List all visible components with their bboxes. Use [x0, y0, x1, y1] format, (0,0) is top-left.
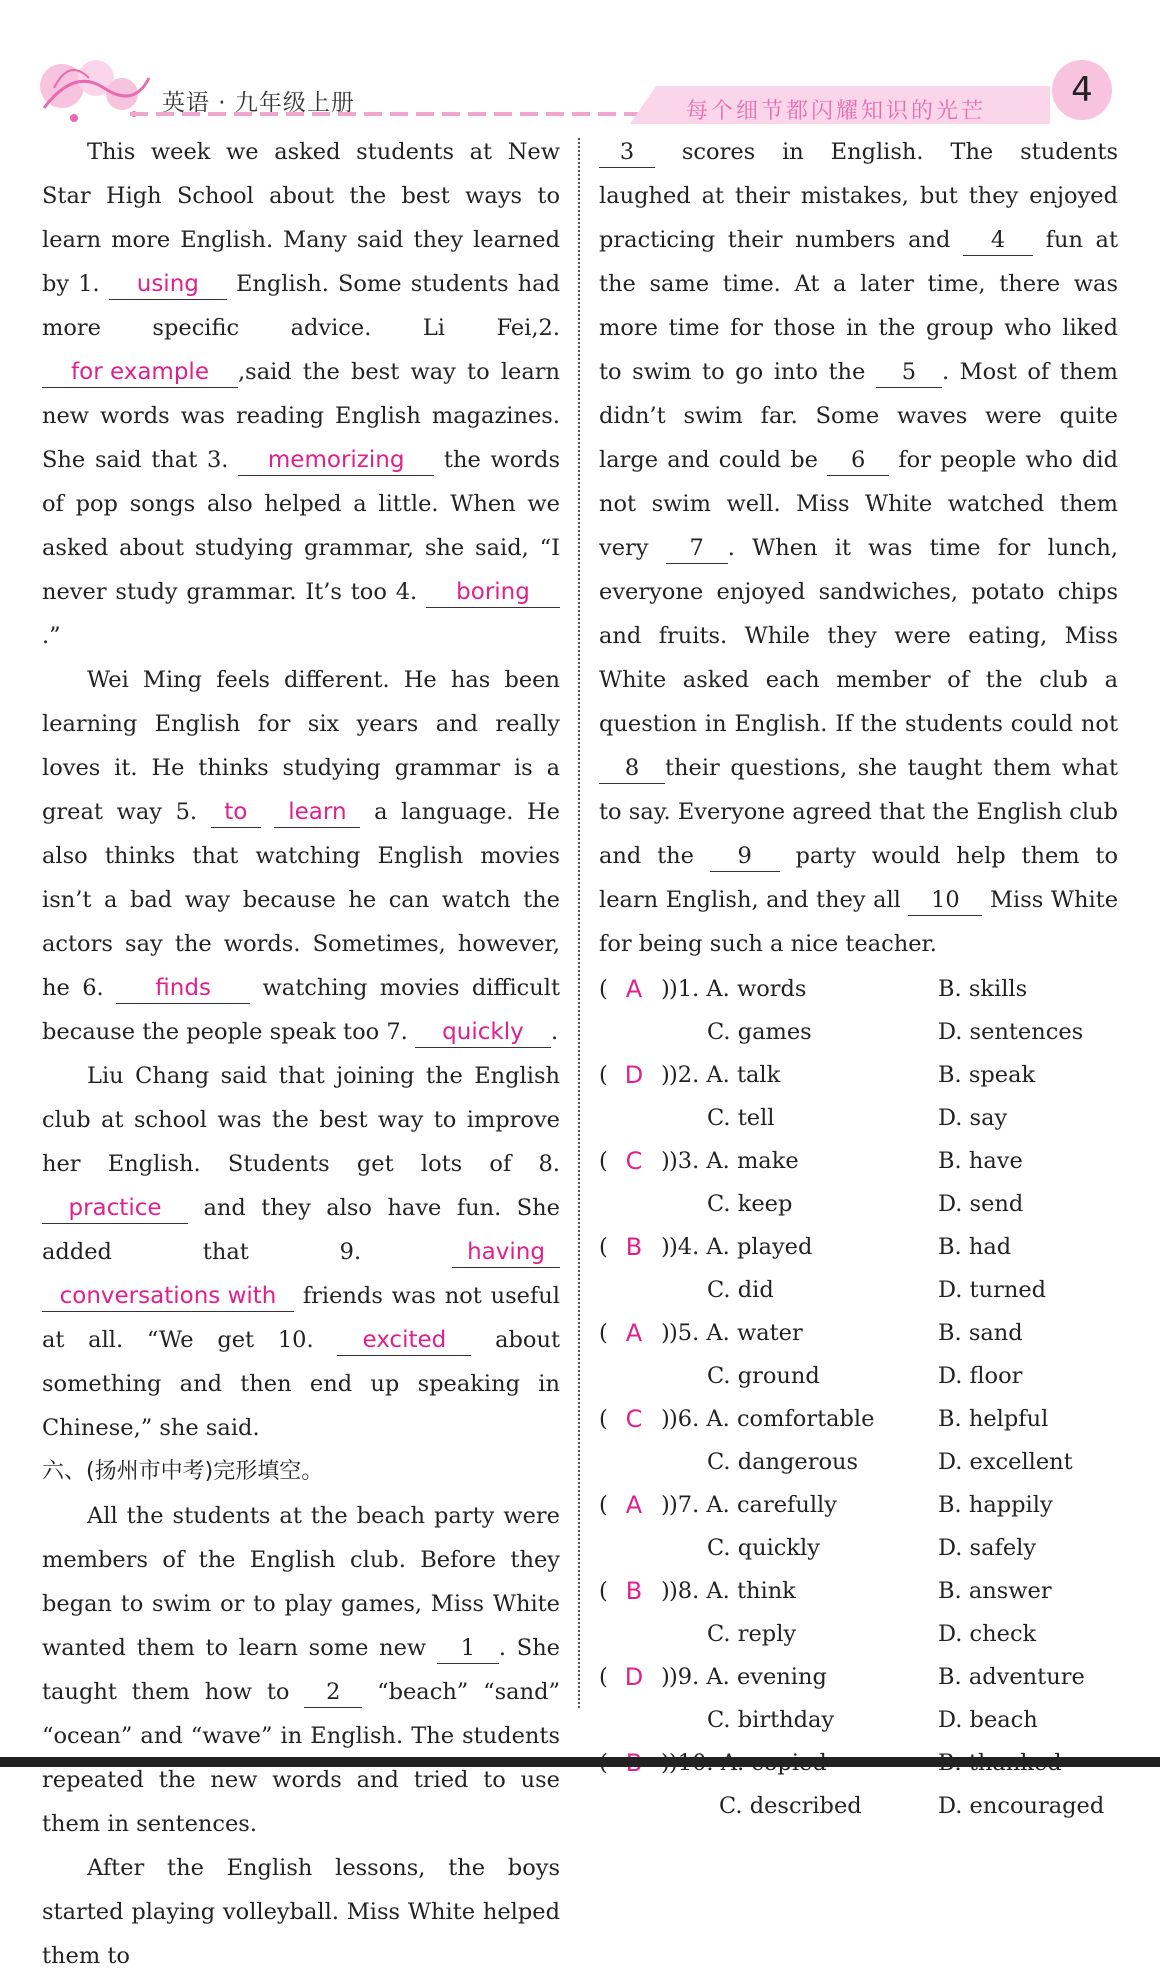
answer-letter: D — [624, 1061, 644, 1089]
section-heading: 六、(扬州市中考)完形填空。 — [42, 1459, 324, 1484]
question-item: ( C ) )3. A. make B. have C. keep D. send — [599, 1139, 1118, 1225]
header-dashed-rule — [130, 110, 650, 118]
answer-letter: A — [625, 1319, 643, 1347]
question-item: ( C ) )6. A. comfortable B. helpful C. dangerous D. excellent — [599, 1397, 1118, 1483]
blank-6: 6 — [827, 445, 889, 476]
blank-5: 5 — [876, 357, 942, 388]
question-item: ( B ) )4. A. played B. had C. did D. turned — [599, 1225, 1118, 1311]
question-item: ( A ) )5. A. water B. sand C. ground D. floor — [599, 1311, 1118, 1397]
question-list — [599, 967, 1118, 1827]
left-column — [42, 130, 560, 1978]
answer-letter: B — [625, 1577, 643, 1605]
question-item: ( D ) )2. A. talk B. speak C. tell D. say — [599, 1053, 1118, 1139]
answer-10: excited — [362, 1327, 447, 1353]
answer-letter: A — [625, 1491, 643, 1519]
passage-paragraph-3: Liu Chang said that joining the English club at school was the best way to improve her English. Students get lots of 8. practice and they also have fun. She added that 9. having conversations with friends was not useful at all. “We get 10. excited about something and then end up speaking in Chinese,” she said. — [42, 1063, 560, 1441]
answer-letter: B — [625, 1233, 643, 1261]
answer-2: for example — [71, 359, 209, 385]
blank-2: 2 — [304, 1677, 362, 1708]
answer-5a: to — [224, 799, 248, 825]
blank-3: 3 — [599, 137, 655, 168]
answer-3: memorizing — [267, 447, 405, 473]
question-item: ( B ) )8. A. think B. answer C. reply D. check — [599, 1569, 1118, 1655]
question-item: ( A ) )7. A. carefully B. happily C. quickly D. safely — [599, 1483, 1118, 1569]
blank-4: 4 — [963, 225, 1033, 256]
answer-letter: C — [625, 1147, 643, 1175]
passage-paragraph-1: This week we asked students at New Star High School about the best ways to learn more English. Many said they learned by 1. using English. Some students had more specific advice. Li Fei,2. for example ,said the best way to learn new words was reading English magazines. She said that 3. memorizing the words of pop songs also helped a little. When we asked about studying grammar, she said, “I never study grammar. It’s too 4. boring.” — [42, 139, 561, 649]
cloze-paragraph-2: After the English lessons, the boys started playing volleyball. Miss White helped them to — [42, 1855, 560, 1969]
page-header — [0, 0, 1160, 130]
answer-letter: C — [625, 1405, 643, 1433]
answer-9a: having — [467, 1239, 545, 1265]
answer-1: using — [136, 271, 199, 297]
question-item: C. described D. encouraged — [599, 1741, 1118, 1827]
cloze-paragraph-1: All the students at the beach party were members of the English club. Before they began to swim or to play games, Miss White wanted them to learn some new 1 . She taught them how to 2 “beach” “sand” “ocean” and “wave” in English. The students repeated the new words and tried to use them in sentences. — [42, 1503, 560, 1837]
question-item: ( D ) )9. A. evening B. adventure C. birthday D. beach — [599, 1655, 1118, 1741]
page-number: 4 — [1052, 60, 1112, 120]
answer-letter: A — [625, 975, 643, 1003]
bottom-bar — [0, 1757, 1160, 1767]
blank-10: 10 — [908, 885, 982, 916]
answer-7: quickly — [442, 1019, 524, 1045]
right-column — [599, 130, 1118, 1827]
blank-7: 7 — [666, 533, 728, 564]
answer-6: finds — [155, 975, 211, 1001]
blank-9: 9 — [710, 841, 780, 872]
question-item: ( A ) )1. A. words B. skills C. games D. sentences — [599, 967, 1118, 1053]
answer-8: practice — [68, 1195, 162, 1221]
answer-4: boring — [456, 579, 530, 605]
passage-paragraph-2: Wei Ming feels different. He has been learning English for six years and really loves it. He thinks studying grammar is a great way 5. to learn a language. He also thinks that watching English movies isn’t a bad way because he can watch the actors say the words. Sometimes, however, he 6. finds watching movies difficult because the people speak too 7. quickly . — [42, 658, 560, 1054]
cloze-paragraph-continued: 3 scores in English. The students laughed at their mistakes, but they enjoyed practicing their numbers and 4 fun at the same time. At a later time, there was more time for those in the group who liked to swim to go into the 5 . Most of them didn’t swim far. Some waves were quite large and could be 6 for people who did not swim well. Miss White watched them very 7 . When it was time for lunch, everyone enjoyed sandwiches, potato chips and fruits. While they were eating, Miss White asked each member of the club a question in English. If the students could not 8 their questions, she taught them what to say. Everyone agreed that the English club and the 9 party would help them to learn English, and they all 10 Miss White for being such a nice teacher. — [599, 139, 1119, 957]
blank-1: 1 — [437, 1633, 499, 1664]
blank-8: 8 — [599, 753, 665, 784]
subject-title: 英语 · 九年级上册 — [162, 90, 355, 116]
answer-letter: D — [624, 1663, 644, 1691]
motto-text: 每个细节都闪耀知识的光芒 — [686, 99, 987, 124]
answer-9b: conversations with — [59, 1283, 277, 1309]
column-divider — [578, 138, 580, 1708]
answer-5b: learn — [288, 799, 347, 825]
